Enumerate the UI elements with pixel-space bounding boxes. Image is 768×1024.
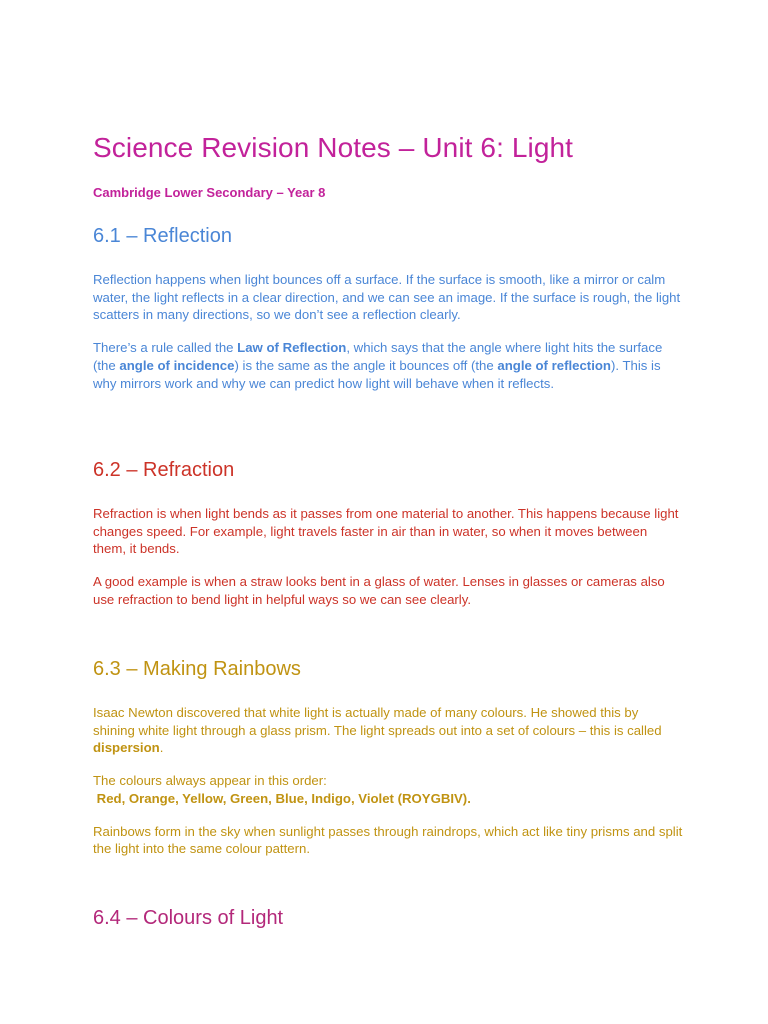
document-subtitle: Cambridge Lower Secondary – Year 8 xyxy=(93,185,326,200)
section-heading-refraction: 6.2 – Refraction xyxy=(93,459,235,481)
colour-order-list: Red, Orange, Yellow, Green, Blue, Indigo, Violet (ROYGBIV). xyxy=(93,790,471,806)
text-run: There’s a rule called the xyxy=(93,340,238,356)
reflection-paragraph-1: Reflection happens when light bounces off a surface. If the surface is smooth, like a mirror or calm water, the light reflects in a clear direction, and we can see an image. If the surface is rough, the light scatters in many directions, so we don’t see a reflection clearly. xyxy=(93,272,681,323)
term-dispersion: dispersion xyxy=(93,740,160,756)
refraction-paragraph-1: Refraction is when light bends as it passes from one material to another. This happens because light changes speed. For example, light travels faster in air than in water, so when it moves between them, it bends. xyxy=(93,506,679,557)
section-heading-colours-of-light: 6.4 – Colours of Light xyxy=(93,907,284,929)
section-reflection xyxy=(93,225,683,392)
section-making-rainbows xyxy=(93,658,683,858)
rainbows-paragraph-3: Rainbows form in the sky when sunlight passes through raindrops, which act like tiny prisms and split the light into the same colour pattern. xyxy=(93,823,683,857)
section-heading-reflection: 6.1 – Reflection xyxy=(93,225,232,247)
text-run: , which says that the angle where light hits the surface (the xyxy=(93,340,663,373)
colour-order-intro: The colours always appear in this order: xyxy=(93,773,327,789)
text-run: ). This is why mirrors work and why we can predict how light will behave when it reflects. xyxy=(93,357,661,391)
text-run: ) is the same as the angle it bounces off (the xyxy=(234,357,498,373)
term-law-of-reflection: Law of Reflection xyxy=(237,340,347,356)
rainbows-paragraph-2 xyxy=(93,772,683,807)
section-heading-making-rainbows: 6.3 – Making Rainbows xyxy=(93,658,301,680)
section-colours-of-light xyxy=(93,907,683,930)
rainbows-paragraph-1 xyxy=(93,704,683,757)
term-angle-of-incidence: angle of incidence xyxy=(119,357,235,373)
reflection-paragraph-2 xyxy=(93,339,683,392)
term-angle-of-reflection: angle of reflection xyxy=(497,357,611,373)
text-run: . xyxy=(159,740,164,756)
text-run: Isaac Newton discovered that white light is actually made of many colours. He showed this by shining white light through a glass prism. The light spreads out into a set of colours – this is called xyxy=(93,705,662,738)
document-title: Science Revision Notes – Unit 6: Light xyxy=(93,132,574,163)
refraction-paragraph-2: A good example is when a straw looks bent in a glass of water. Lenses in glasses or cameras also use refraction to bend light in helpful ways so we can see clearly. xyxy=(93,574,665,607)
section-refraction xyxy=(93,459,683,609)
